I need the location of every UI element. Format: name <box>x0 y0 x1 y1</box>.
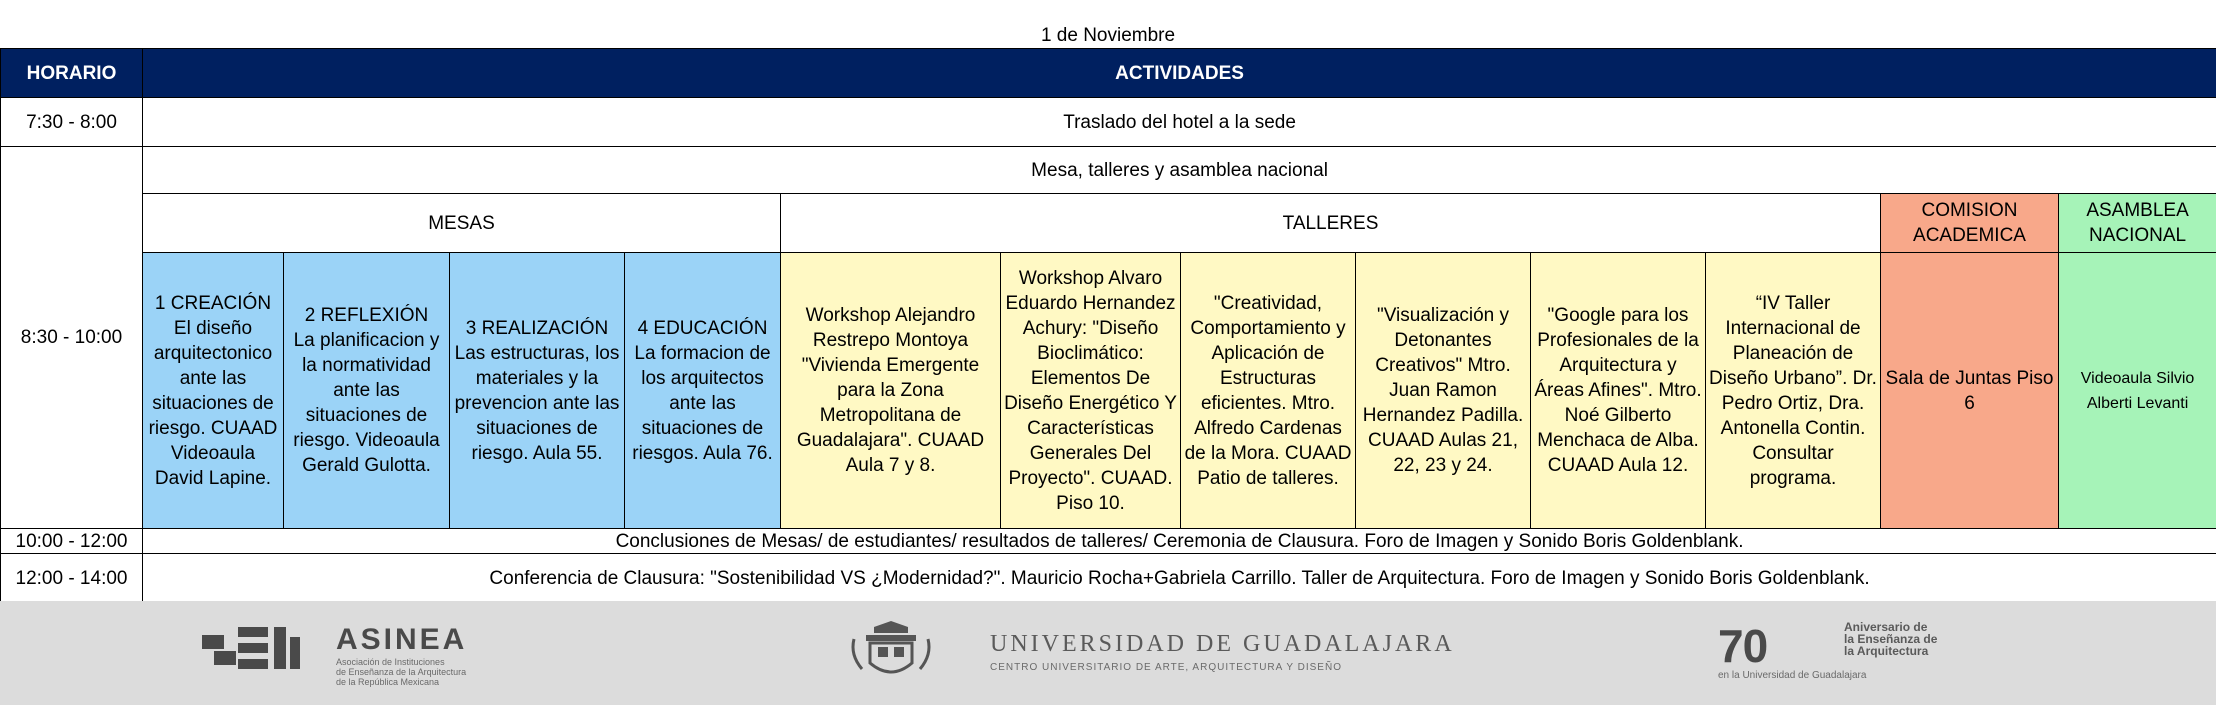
mesa-cell <box>625 253 781 529</box>
udg-logo <box>848 619 1488 683</box>
horario-header: HORARIO <box>1 49 143 98</box>
aniversario-line: la Enseñanza de <box>1844 632 1938 646</box>
taller-cell <box>1531 253 1706 529</box>
asinea-emblem-icon <box>200 619 310 683</box>
aniversario-logo <box>1718 619 2028 683</box>
taller-cell <box>1356 253 1531 529</box>
mesa-text: 1 CREACIÓN El diseño arquitectonico ante las situaciones de riesgo. CUAAD Videoaula David Lapine. <box>148 292 278 489</box>
mesa-text: 2 REFLEXIÓN La planificacion y la normatividad ante las situaciones de riesgo. Videoaula Gerald Gulotta. <box>293 305 440 476</box>
asamblea-header: ASAMBLEA NACIONAL <box>2059 194 2216 253</box>
mesa-text: 4 EDUCACIÓN La formacion de los arquitectos ante las situaciones de riesgos. Aula 76. <box>632 317 773 464</box>
taller-cell <box>781 253 1001 529</box>
aniversario-number: 70 <box>1718 620 1768 672</box>
taller-text: "Creatividad, Comportamiento y Aplicación de Estructuras eficientes. Mtro. Alfredo Cardenas de la Mora. CUAAD Patio de talleres. <box>1184 292 1352 489</box>
taller-text: Workshop Alvaro Eduardo Hernandez Achury: "Diseño Bioclimático: Elementos De Diseño Energético Y Características Generales Del Proyecto". CUAAD. Piso 10. <box>1004 267 1177 514</box>
detail-row <box>1 253 2216 529</box>
talleres-header: TALLERES <box>781 194 1881 253</box>
aniversario-line: Aniversario de <box>1844 620 1928 634</box>
table-row <box>1 529 2216 554</box>
activity-cell: Conferencia de Clausura: "Sostenibilidad VS ¿Modernidad?". Mauricio Rocha+Gabriela Carrillo. Taller de Arquitectura. Foro de Imagen y Sonido Boris Goldenblank. <box>143 554 2216 603</box>
udg-shield-icon <box>848 619 934 683</box>
schedule-table <box>0 48 2216 603</box>
time-cell: 12:00 - 14:00 <box>1 554 143 603</box>
taller-text: "Visualización y Detonantes Creativos" Mtro. Juan Ramon Hernandez Padilla. CUAAD Aulas 21, 22, 23 y 24. <box>1362 305 1524 476</box>
mesas-header: MESAS <box>143 194 781 253</box>
mesa-text: 3 REALIZACIÓN Las estructuras, los materiales y la prevencion ante las situaciones de riesgo. Aula 55. <box>454 317 620 464</box>
asinea-logo <box>200 619 620 687</box>
header-row <box>1 49 2216 98</box>
taller-text: “IV Taller Internacional de Planeación de Diseño Urbano”. Dr. Pedro Ortiz, Dra. Antonella Contin. Consultar programa. <box>1709 292 1877 489</box>
taller-text: "Google para los Profesionales de la Arquitectura y Áreas Afines". Mtro. Noé Gilberto Menchaca de Alba. CUAAD Aula 12. <box>1534 305 1702 476</box>
aniversario-line: en la Universidad de Guadalajara <box>1718 670 1867 681</box>
taller-cell <box>1706 253 1881 529</box>
taller-cell <box>1001 253 1181 529</box>
time-cell: 8:30 - 10:00 <box>1 147 143 529</box>
asinea-name: ASINEA <box>336 623 468 656</box>
activity-cell: Traslado del hotel a la sede <box>143 98 2216 147</box>
activity-cell: Conclusiones de Mesas/ de estudiantes/ resultados de talleres/ Ceremonia de Clausura. Foro de Imagen y Sonido Boris Goldenblank. <box>143 529 2216 554</box>
mesa-cell <box>284 253 450 529</box>
table-row <box>1 98 2216 147</box>
actividades-header: ACTIVIDADES <box>143 49 2216 98</box>
section-title: Mesa, talleres y asamblea nacional <box>143 147 2216 194</box>
udg-name: UNIVERSIDAD DE GUADALAJARA <box>990 631 1455 657</box>
asinea-line: de la República Mexicana <box>336 677 440 687</box>
asamblea-cell: Videoaula Silvio Alberti Levanti <box>2059 253 2216 529</box>
aniversario-line: la Arquitectura <box>1844 644 1929 658</box>
comision-cell: Sala de Juntas Piso 6 <box>1881 253 2059 529</box>
group-row <box>1 194 2216 253</box>
udg-subtitle: CENTRO UNIVERSITARIO DE ARTE, ARQUITECTURA Y DISEÑO <box>990 662 1342 673</box>
table-row <box>1 554 2216 603</box>
asinea-line: de Enseñanza de la Arquitectura <box>336 667 467 677</box>
mesa-cell <box>143 253 284 529</box>
time-cell: 7:30 - 8:00 <box>1 98 143 147</box>
asinea-line: Asociación de Instituciones <box>336 657 445 667</box>
footer-logos <box>0 601 2216 705</box>
comision-header: COMISION ACADEMICA <box>1881 194 2059 253</box>
table-row <box>1 147 2216 194</box>
date-title: 1 de Noviembre <box>1040 25 1176 46</box>
mesa-cell <box>450 253 625 529</box>
taller-cell <box>1181 253 1356 529</box>
taller-text: Workshop Alejandro Restrepo Montoya "Vivienda Emergente para la Zona Metropolitana de Guadalajara". CUAAD Aula 7 y 8. <box>796 305 985 476</box>
time-cell: 10:00 - 12:00 <box>1 529 143 554</box>
